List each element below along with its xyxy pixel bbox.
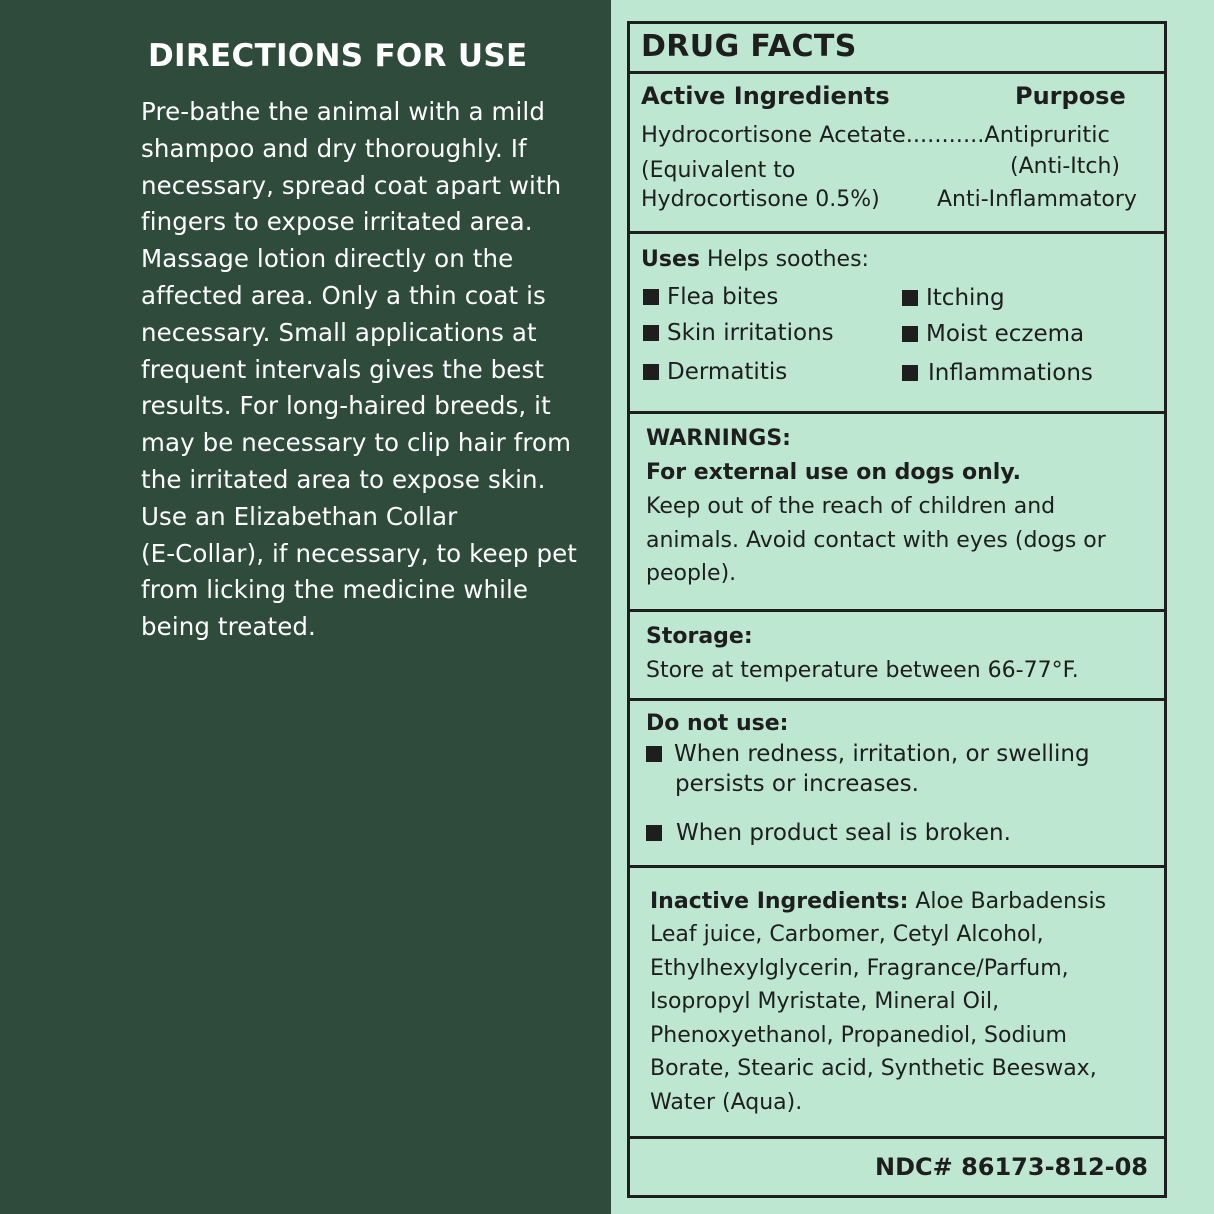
- uses-heading: Uses: [641, 247, 700, 272]
- warnings-line: people).: [646, 561, 737, 586]
- ndc-section: [630, 1139, 1164, 1195]
- active-ingredients-heading: Active Ingredients: [641, 82, 890, 110]
- do-not-use-item-continued: persists or increases.: [675, 771, 919, 797]
- drug-facts-title: DRUG FACTS: [641, 29, 857, 64]
- use-item: Inflammations: [902, 360, 1093, 386]
- equivalent-line: (Equivalent to: [641, 158, 796, 183]
- inactive-line: Isopropyl Myristate, Mineral Oil,: [650, 989, 1000, 1014]
- directions-title: DIRECTIONS FOR USE: [148, 38, 528, 74]
- do-not-use-item: When redness, irritation, or swelling: [646, 741, 1090, 767]
- use-item: Itching: [902, 285, 1005, 311]
- use-item: Flea bites: [643, 284, 778, 310]
- purpose-anti-inflammatory: Anti-Inflammatory: [937, 187, 1137, 212]
- warnings-section: [630, 414, 1164, 612]
- warnings-line: Keep out of the reach of children and: [646, 494, 1056, 519]
- square-bullet-icon: [902, 365, 918, 381]
- inactive-first-line: Inactive Ingredients: Aloe Barbadensis: [650, 889, 1107, 914]
- inactive-ingredients-heading: Inactive Ingredients:: [650, 889, 909, 914]
- active-ingredients-section: [630, 74, 1164, 234]
- drug-facts-header: [630, 24, 1164, 74]
- inactive-line: Borate, Stearic acid, Synthetic Beeswax,: [650, 1056, 1097, 1081]
- inactive-line: Ethylhexylglycerin, Fragrance/Parfum,: [650, 956, 1069, 981]
- ingredient-line: Hydrocortisone Acetate...........Antipruritic: [641, 122, 1110, 148]
- square-bullet-icon: [646, 825, 662, 841]
- square-bullet-icon: [643, 289, 659, 305]
- square-bullet-icon: [643, 364, 659, 380]
- storage-heading: Storage:: [646, 624, 753, 649]
- square-bullet-icon: [643, 325, 659, 341]
- use-item: Dermatitis: [643, 359, 787, 385]
- do-not-use-item: When product seal is broken.: [646, 820, 1011, 846]
- inactive-line: Water (Aqua).: [650, 1090, 803, 1115]
- square-bullet-icon: [646, 746, 662, 762]
- uses-intro-text: Helps soothes:: [699, 247, 869, 272]
- drug-facts-panel: [611, 0, 1214, 1214]
- use-item: Moist eczema: [902, 321, 1084, 347]
- inactive-line: Phenoxyethanol, Propanediol, Sodium: [650, 1023, 1067, 1048]
- square-bullet-icon: [902, 326, 918, 342]
- storage-text: Store at temperature between 66-77°F.: [646, 658, 1079, 683]
- square-bullet-icon: [902, 290, 918, 306]
- purpose-anti-itch: (Anti-Itch): [1010, 154, 1120, 179]
- hydrocortisone-line: Hydrocortisone 0.5%): [641, 187, 880, 212]
- drug-facts-box: [627, 21, 1167, 1198]
- uses-section: [630, 234, 1164, 414]
- purpose-heading: Purpose: [1015, 82, 1126, 110]
- do-not-use-heading: Do not use:: [646, 711, 789, 736]
- use-item: Skin irritations: [643, 320, 834, 346]
- inactive-line: Leaf juice, Carbomer, Cetyl Alcohol,: [650, 922, 1044, 947]
- warnings-heading: WARNINGS:: [646, 426, 791, 451]
- storage-section: [630, 612, 1164, 701]
- warnings-external-use: For external use on dogs only.: [646, 460, 1021, 485]
- ndc-number: NDC# 86173-812-08: [875, 1153, 1148, 1181]
- warnings-line: animals. Avoid contact with eyes (dogs or: [646, 528, 1106, 553]
- inactive-ingredients-section: [630, 868, 1164, 1139]
- directions-text: Pre-bathe the animal with a mild shampoo and dry thoroughly. If necessary, spread coat apart with fingers to expose irritated area. Massage lotion directly on the affected area. Only a thin coat is necessary. Small applications at frequent intervals gives the best results. For long-haired breeds, it may be necessary to clip hair from the irritated area to expose skin. Use an Elizabethan Collar (E-Collar), if necessary, to keep pet from licking the medicine while being treated.: [141, 97, 577, 642]
- do-not-use-section: [630, 701, 1164, 868]
- uses-intro: [641, 247, 869, 272]
